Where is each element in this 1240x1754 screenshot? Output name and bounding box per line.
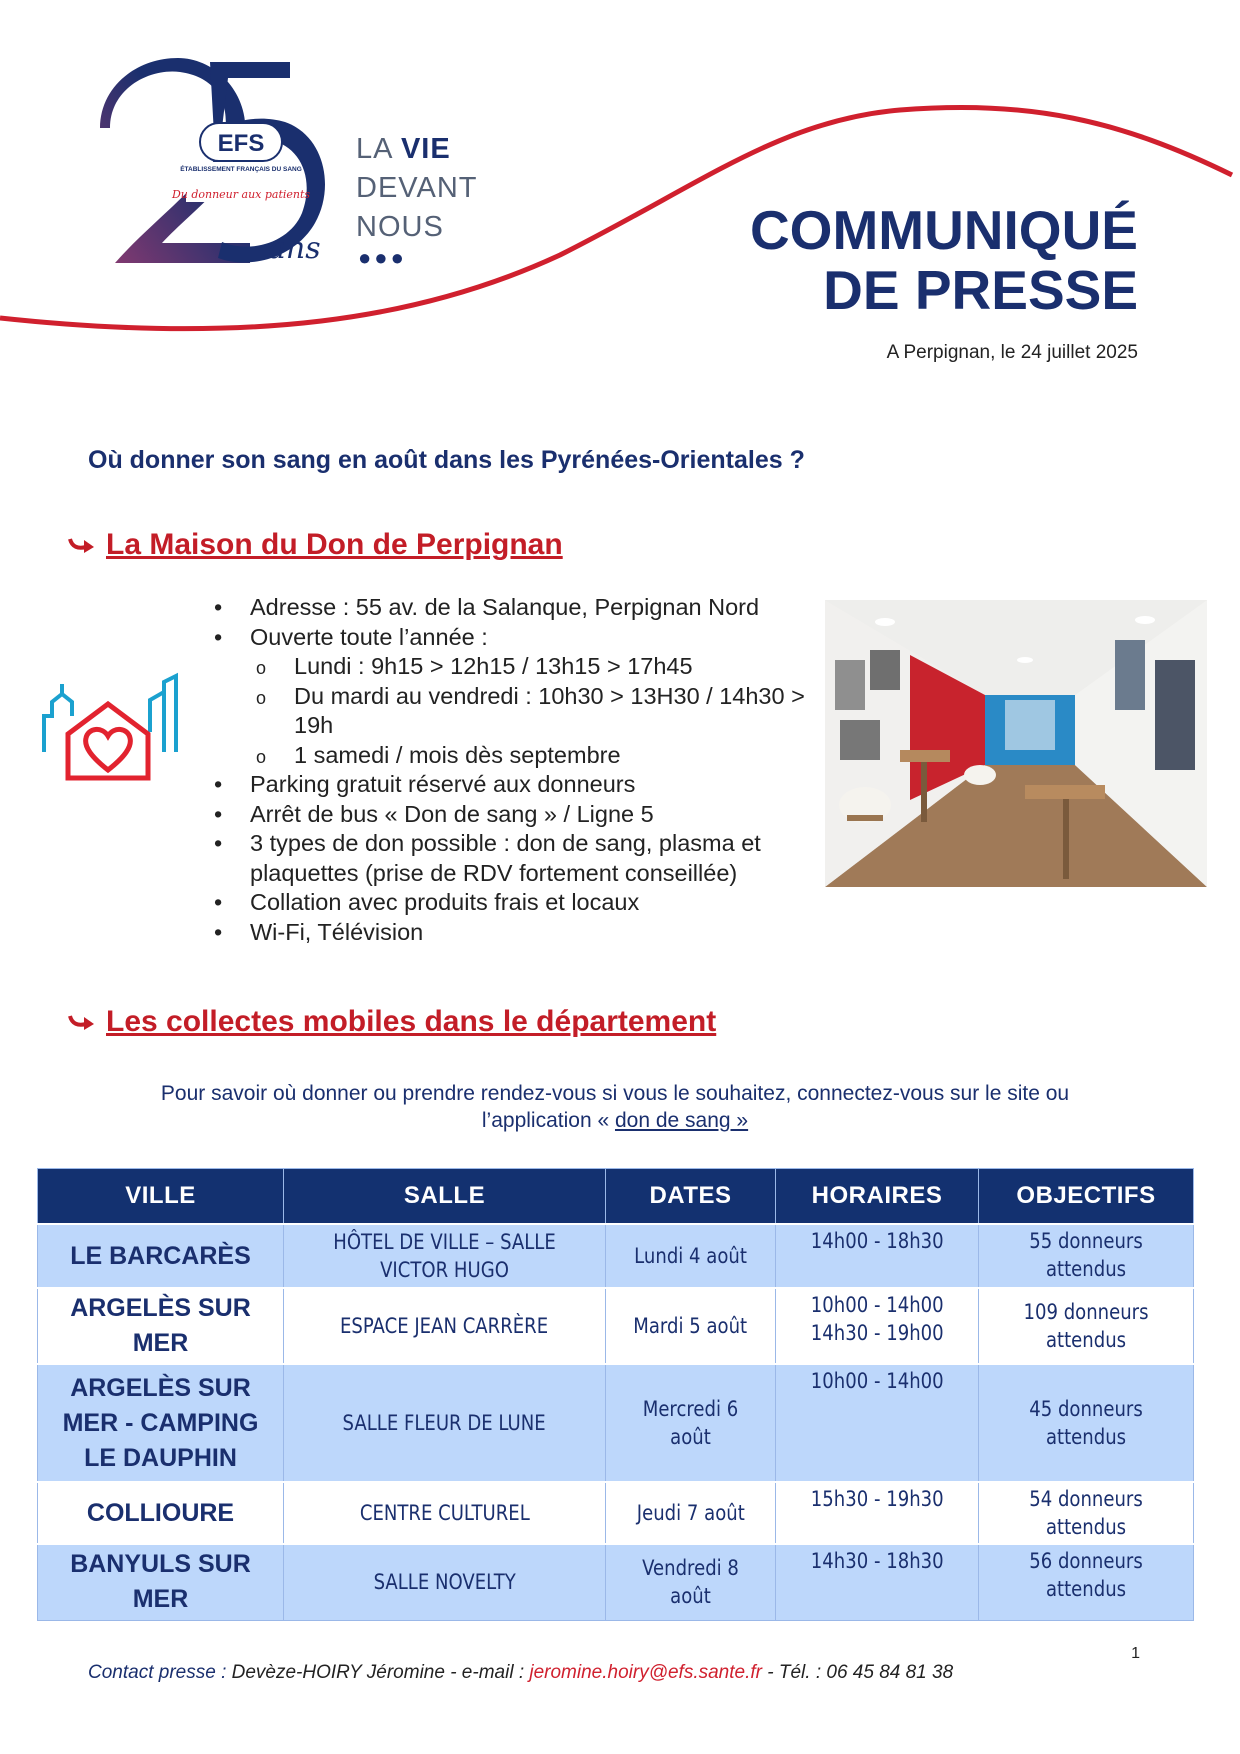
horaire-text: 14h00 - 18h30 bbox=[810, 1229, 944, 1253]
cell-objectif bbox=[979, 1364, 1194, 1482]
tagline-vie: VIE bbox=[400, 133, 451, 165]
cell-horaires bbox=[776, 1224, 979, 1288]
info-item: • Arrêt de bus « Don de sang » / Ligne 5 bbox=[210, 800, 810, 830]
cell-horaires bbox=[776, 1288, 979, 1364]
info-item: • Ouverte toute l’année : bbox=[210, 623, 810, 653]
column-header: OBJECTIFS bbox=[979, 1169, 1194, 1225]
headline-question: Où donner son sang en août dans les Pyrénées-Orientales ? bbox=[88, 446, 805, 474]
horaire-text: 10h00 - 14h00 bbox=[810, 1369, 944, 1393]
date-text: Jeudi 7 août bbox=[636, 1501, 745, 1525]
page-title bbox=[750, 200, 1138, 320]
table-row bbox=[38, 1544, 1194, 1620]
contact-name: Devèze-HOIRY Jéromine - e-mail : bbox=[231, 1662, 530, 1683]
collectes-intro bbox=[110, 1080, 1120, 1134]
date-text: Mardi 5 août bbox=[633, 1314, 748, 1338]
cell-date bbox=[606, 1224, 776, 1288]
cell-objectif bbox=[979, 1544, 1194, 1620]
cell-ville bbox=[38, 1224, 284, 1288]
date-text: Lundi 4 août bbox=[634, 1244, 747, 1268]
date-text: Vendredi 8 août bbox=[642, 1556, 739, 1609]
page-number: 1 bbox=[1131, 1645, 1140, 1662]
tagline-devant: DEVANT bbox=[356, 172, 478, 204]
logo-motto: Du donneur aux patients bbox=[171, 188, 311, 201]
cell-salle bbox=[284, 1544, 606, 1620]
column-header: SALLE bbox=[284, 1169, 606, 1225]
curved-arrow-icon bbox=[68, 1012, 96, 1032]
cell-ville bbox=[38, 1364, 284, 1482]
info-item: • 3 types de don possible : don de sang, plasma et plaquettes (prise de RDV fortement conseillée) bbox=[210, 829, 810, 888]
info-sub-item: o Lundi : 9h15 > 12h15 / 13h15 > 17h45 bbox=[210, 652, 810, 682]
salle-text: HÔTEL DE VILLE – SALLE VICTOR HUGO bbox=[333, 1230, 556, 1282]
cell-salle bbox=[284, 1288, 606, 1364]
maison-du-don-info bbox=[210, 593, 810, 947]
title-line-1: COMMUNIQUÉ bbox=[749, 199, 1138, 261]
cell-horaires bbox=[776, 1544, 979, 1620]
section-title-text: La Maison du Don de Perpignan bbox=[106, 528, 563, 561]
section-title-text: Les collectes mobiles dans le département bbox=[106, 1005, 717, 1038]
press-date: A Perpignan, le 24 juillet 2025 bbox=[886, 342, 1138, 363]
ville-text: COLLIOURE bbox=[86, 1498, 235, 1527]
cell-salle bbox=[284, 1364, 606, 1482]
table-row bbox=[38, 1482, 1194, 1544]
cell-date bbox=[606, 1482, 776, 1544]
tagline-nous: NOUS bbox=[356, 211, 444, 243]
contact-email-link[interactable]: jeromine.hoiry@efs.sante.fr bbox=[529, 1662, 762, 1683]
table-body bbox=[38, 1224, 1194, 1620]
contact-label: Contact presse : bbox=[88, 1662, 232, 1683]
logo-ans: ans bbox=[268, 231, 321, 266]
contact-phone: - Tél. : 06 45 84 81 38 bbox=[761, 1662, 954, 1683]
ville-text: ARGELÈS SUR MER bbox=[70, 1294, 251, 1357]
date-text: Mercredi 6 août bbox=[642, 1397, 739, 1449]
tagline bbox=[356, 130, 477, 247]
horaire-text: 14h30 - 19h00 bbox=[810, 1321, 944, 1345]
title-line-2: DE PRESSE bbox=[823, 259, 1138, 321]
maison-du-don-photo bbox=[825, 600, 1207, 887]
column-header: HORAIRES bbox=[776, 1169, 979, 1225]
tagline-la: LA bbox=[356, 133, 401, 165]
info-item: • Collation avec produits frais et locaux bbox=[210, 888, 810, 918]
salle-text: SALLE FLEUR DE LUNE bbox=[342, 1411, 547, 1435]
objectif-text: 109 donneurs attendus bbox=[1023, 1300, 1149, 1352]
press-contact bbox=[88, 1662, 953, 1684]
salle-text: CENTRE CULTUREL bbox=[359, 1501, 530, 1525]
cell-ville bbox=[38, 1544, 284, 1620]
salle-text: SALLE NOVELTY bbox=[373, 1570, 516, 1595]
section-title-collectes bbox=[68, 1005, 716, 1039]
info-sub-item: o Du mardi au vendredi : 10h30 > 13H30 / 14h30 > 19h bbox=[210, 682, 810, 741]
table-header-row bbox=[38, 1169, 1194, 1225]
cell-date bbox=[606, 1364, 776, 1482]
cell-date bbox=[606, 1544, 776, 1620]
info-list bbox=[210, 593, 810, 947]
objectif-text: 56 donneurs attendus bbox=[1029, 1549, 1143, 1601]
cell-objectif bbox=[979, 1224, 1194, 1288]
curved-arrow-icon bbox=[68, 535, 96, 555]
column-header: VILLE bbox=[38, 1169, 284, 1225]
logo-efs: EFS bbox=[217, 130, 265, 157]
don-de-sang-link[interactable]: don de sang » bbox=[614, 1109, 749, 1132]
cell-salle bbox=[284, 1224, 606, 1288]
ville-text: ARGELÈS SUR MER - CAMPING LE DAUPHIN bbox=[62, 1373, 259, 1472]
cell-horaires bbox=[776, 1482, 979, 1544]
cell-ville bbox=[38, 1482, 284, 1544]
ville-text: LE BARCARÈS bbox=[70, 1241, 251, 1270]
objectif-text: 55 donneurs attendus bbox=[1029, 1229, 1143, 1281]
objectif-text: 54 donneurs attendus bbox=[1029, 1487, 1143, 1539]
intro-text: Pour savoir où donner ou prendre rendez-vous si vous le souhaitez, connectez-vous sur le site ou l’application « bbox=[160, 1082, 1070, 1132]
info-sub-item: o 1 samedi / mois dès septembre bbox=[210, 741, 810, 771]
horaire-text: 10h00 - 14h00 bbox=[810, 1293, 944, 1317]
info-item: • Adresse : 55 av. de la Salanque, Perpignan Nord bbox=[210, 593, 810, 623]
cell-ville bbox=[38, 1288, 284, 1364]
ville-text: BANYULS SUR MER bbox=[70, 1550, 251, 1614]
info-item: • Wi-Fi, Télévision bbox=[210, 918, 810, 948]
objectif-text: 45 donneurs attendus bbox=[1029, 1397, 1143, 1449]
tagline-dots-icon: ●●● bbox=[358, 245, 407, 270]
table-row bbox=[38, 1224, 1194, 1288]
salle-text: ESPACE JEAN CARRÈRE bbox=[340, 1314, 549, 1338]
collectes-table bbox=[37, 1168, 1194, 1621]
house-heart-city-icon bbox=[40, 672, 195, 784]
cell-salle bbox=[284, 1482, 606, 1544]
section-title-maison-du-don bbox=[68, 528, 563, 562]
logo-efs-full: ÉTABLISSEMENT FRANÇAIS DU SANG bbox=[180, 166, 302, 173]
cell-objectif bbox=[979, 1482, 1194, 1544]
cell-objectif bbox=[979, 1288, 1194, 1364]
cell-date bbox=[606, 1288, 776, 1364]
table-row bbox=[38, 1364, 1194, 1482]
info-item: • Parking gratuit réservé aux donneurs bbox=[210, 770, 810, 800]
horaire-text: 14h30 - 18h30 bbox=[810, 1549, 944, 1573]
cell-horaires bbox=[776, 1364, 979, 1482]
column-header: DATES bbox=[606, 1169, 776, 1225]
horaire-text: 15h30 - 19h30 bbox=[810, 1487, 944, 1511]
table-row bbox=[38, 1288, 1194, 1364]
